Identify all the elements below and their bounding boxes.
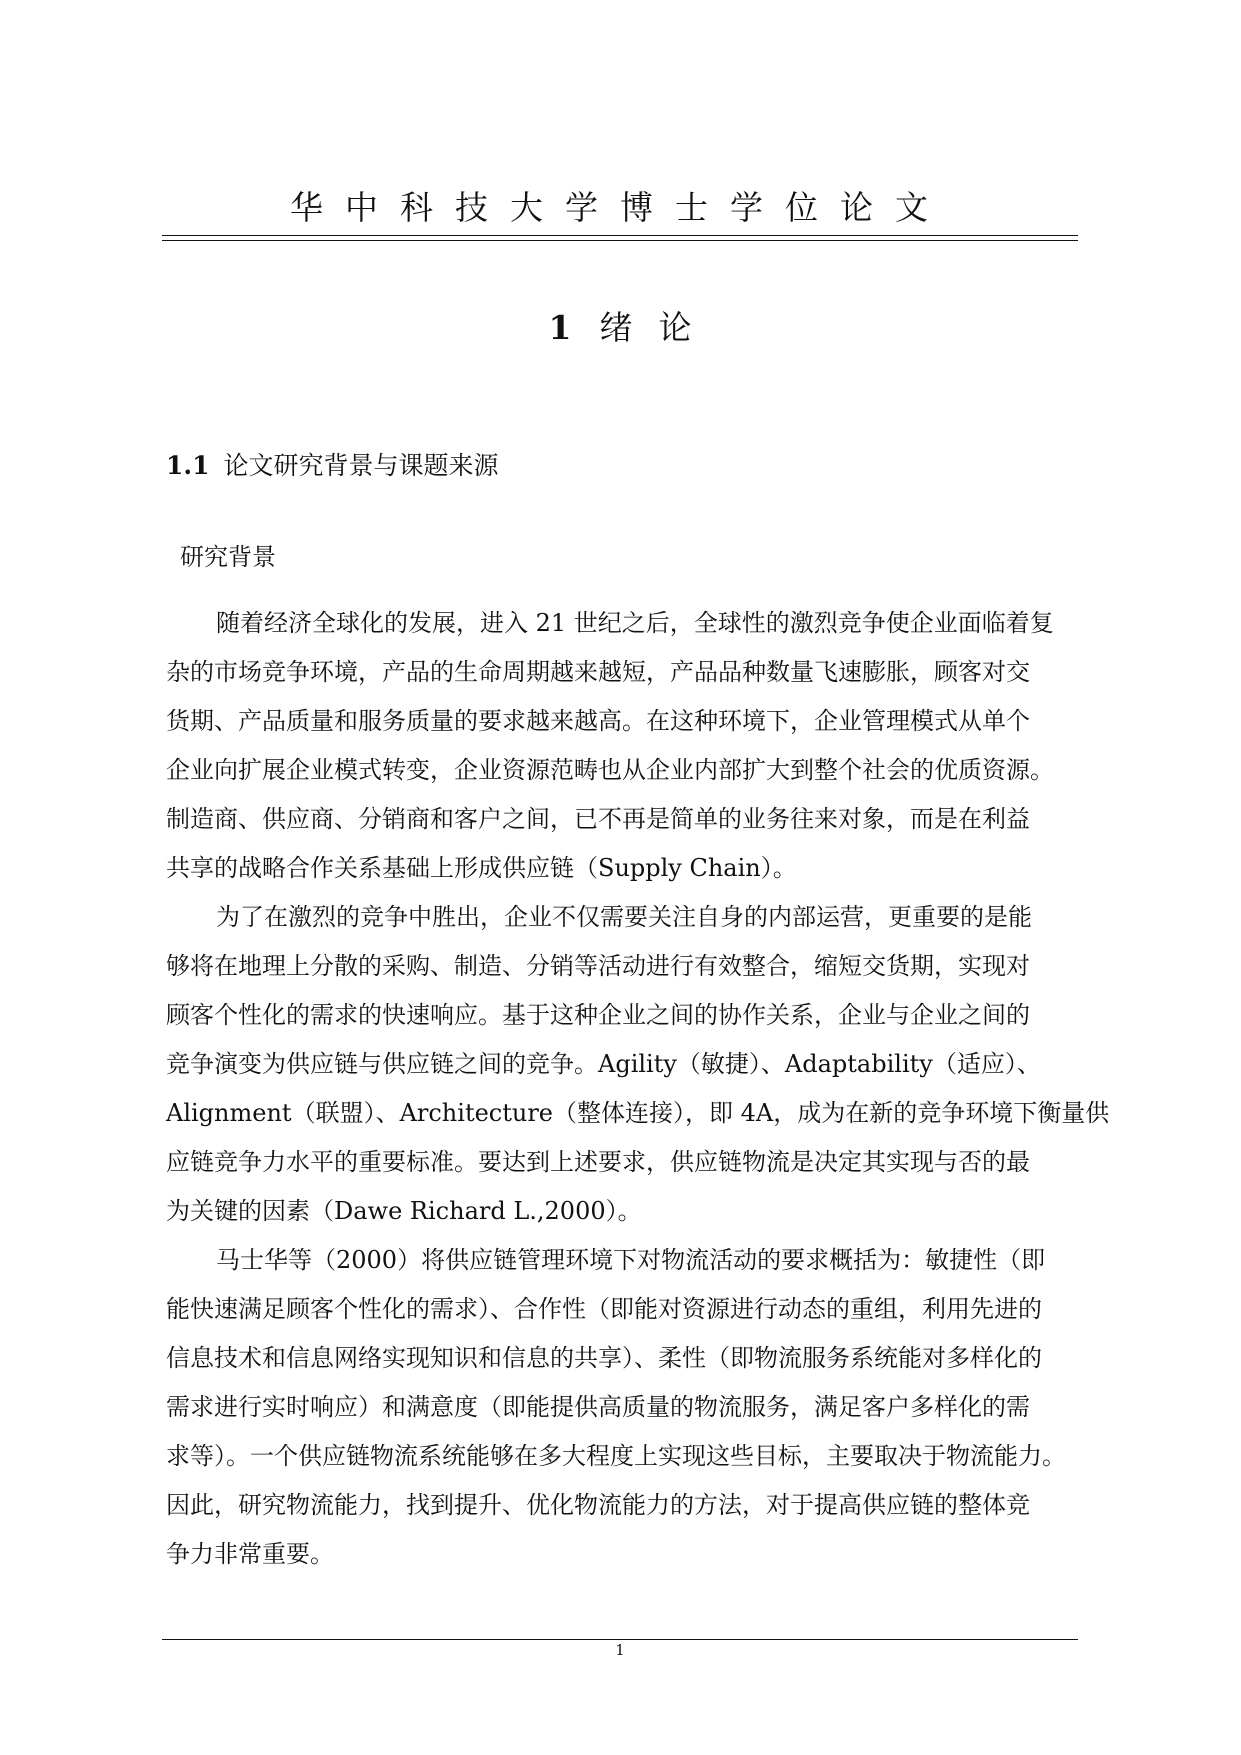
chapter-heading <box>160 308 1080 348</box>
header-rule-thick <box>162 235 1078 236</box>
section-number: 1.1 <box>166 451 210 480</box>
body-line: 信息技术和信息网络实现知识和信息的共享）、柔性（即物流服务系统能对多样化的 <box>166 1344 1042 1372</box>
chapter-title-part2: 论 <box>658 308 692 347</box>
chapter-number: 1 <box>548 308 572 347</box>
section-heading <box>166 449 499 483</box>
body-line: 企业向扩展企业模式转变，企业资源范畴也从企业内部扩大到整个社会的优质资源。 <box>166 756 1054 784</box>
body-line: 共享的战略合作关系基础上形成供应链（Supply Chain）。 <box>166 854 797 882</box>
body-line: 应链竞争力水平的重要标准。要达到上述要求，供应链物流是决定其实现与否的最 <box>166 1148 1030 1176</box>
body-line: 顾客个性化的需求的快速响应。基于这种企业之间的协作关系，企业与企业之间的 <box>166 1001 1030 1029</box>
body-line: 制造商、供应商、分销商和客户之间，已不再是简单的业务往来对象，而是在利益 <box>166 805 1030 833</box>
chapter-title-part1: 绪 <box>599 308 633 347</box>
body-line: 货期、产品质量和服务质量的要求越来越高。在这种环境下，企业管理模式从单个 <box>166 707 1030 735</box>
body-text <box>166 599 1126 1579</box>
body-line: 求等）。一个供应链物流系统能够在多大程度上实现这些目标，主要取决于物流能力。 <box>166 1442 1066 1470</box>
body-line: 随着经济全球化的发展，进入 21 世纪之后，全球性的激烈竞争使企业面临着复 <box>216 609 1054 637</box>
section-title: 论文研究背景与课题来源 <box>223 451 499 480</box>
page-number: 1 <box>615 1641 625 1659</box>
running-header-title: 华中科技大学博士学位论文 <box>290 188 950 227</box>
body-line: 为了在激烈的竞争中胜出，企业不仅需要关注自身的内部运营，更重要的是能 <box>216 903 1032 931</box>
body-line: 为关键的因素（Dawe Richard L.,2000）。 <box>166 1197 642 1225</box>
body-line: 马士华等（2000）将供应链管理环境下对物流活动的要求概括为：敏捷性（即 <box>216 1246 1046 1274</box>
body-line: 需求进行实时响应）和满意度（即能提供高质量的物流服务，满足客户多样化的需 <box>166 1393 1030 1421</box>
body-line: 争力非常重要。 <box>166 1540 334 1568</box>
body-line: 杂的市场竞争环境，产品的生命周期越来越短，产品品种数量飞速膨胀，顾客对交 <box>166 658 1030 686</box>
body-line: 能快速满足顾客个性化的需求）、合作性（即能对资源进行动态的重组，利用先进的 <box>166 1295 1042 1323</box>
subsection-heading: 研究背景 <box>180 543 276 571</box>
body-line: 因此，研究物流能力，找到提升、优化物流能力的方法，对于提高供应链的整体竞 <box>166 1491 1030 1519</box>
body-line: Alignment（联盟）、Architecture（整体连接），即 4A，成为在新的竞争环境下衡量供 <box>166 1099 1110 1127</box>
body-line: 够将在地理上分散的采购、制造、分销等活动进行有效整合，缩短交货期，实现对 <box>166 952 1030 980</box>
header-rule-thin <box>162 240 1078 241</box>
body-line: 竞争演变为供应链与供应链之间的竞争。Agility（敏捷）、Adaptability（适应）、 <box>166 1050 1041 1078</box>
